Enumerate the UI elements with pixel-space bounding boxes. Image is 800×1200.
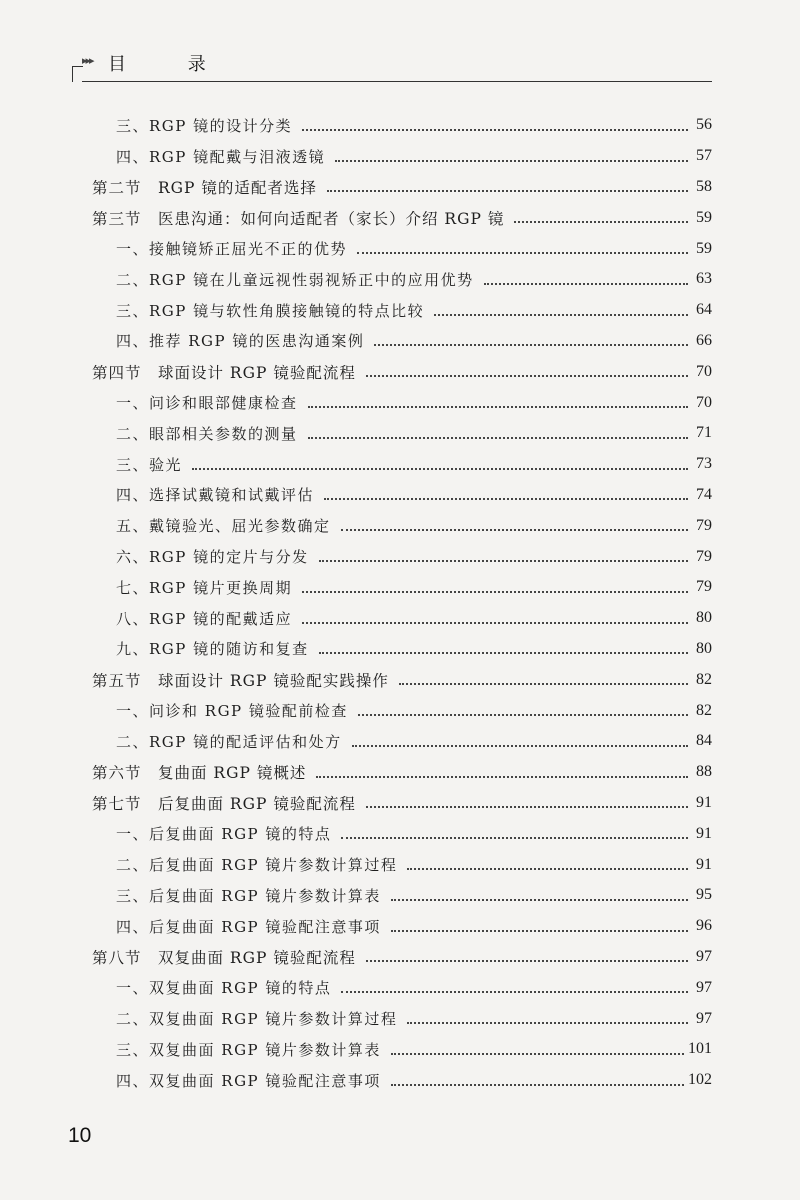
toc-entry-title: 四、RGP 镜配戴与泪液透镜: [116, 147, 326, 166]
toc-entry-title: 四、选择试戴镜和试戴评估: [116, 486, 315, 505]
toc-section-entry: [92, 664, 712, 695]
toc-entry-page: 59: [696, 208, 712, 226]
toc-entry-title: 七、RGP 镜片更换周期: [116, 578, 293, 597]
toc-entry-title: 四、推荐 RGP 镜的医患沟通案例: [116, 332, 365, 351]
toc-section-entry: [92, 788, 712, 819]
toc-entry-title: 四、后复曲面 RGP 镜验配注意事项: [116, 917, 381, 936]
toc-entry-page: 84: [696, 732, 712, 750]
toc-entry-title: 第五节 球面设计 RGP 镜验配实践操作: [92, 671, 389, 690]
toc-subsection-entry: [92, 634, 712, 665]
dot-leader: [192, 467, 688, 470]
toc-entry-title: 第七节 后复曲面 RGP 镜验配流程: [92, 794, 356, 813]
toc-entry-page: 71: [696, 424, 712, 442]
toc-subsection-entry: [92, 695, 712, 726]
toc-subsection-entry: [92, 233, 712, 264]
toc-subsection-entry: [92, 326, 712, 357]
toc-subsection-entry: [92, 880, 712, 911]
dot-leader: [302, 621, 688, 624]
toc-subsection-entry: [92, 418, 712, 449]
toc-entry-page: 64: [696, 301, 712, 319]
toc-subsection-entry: [92, 541, 712, 572]
toc-section-entry: [92, 172, 712, 203]
header-bracket-decoration: [72, 66, 83, 82]
dot-leader: [302, 590, 688, 593]
dot-leader: [391, 898, 688, 901]
dot-leader: [366, 374, 688, 377]
toc-entry-page: 58: [696, 177, 712, 195]
toc-entry-title: 三、验光: [116, 455, 183, 474]
toc-entry-page: 91: [696, 824, 712, 842]
toc-entry-page: 59: [696, 239, 712, 257]
dot-leader: [391, 929, 688, 932]
toc-entry-title: 二、双复曲面 RGP 镜片参数计算过程: [116, 1010, 398, 1028]
toc-entry-title: 二、后复曲面 RGP 镜片参数计算过程: [116, 856, 398, 875]
toc-section-entry: [92, 942, 712, 973]
toc-entry-title: 一、问诊和眼部健康检查: [116, 394, 298, 413]
dot-leader: [407, 867, 688, 870]
arrows-icon: ▸▸▸: [82, 54, 93, 67]
toc-entry-page: 91: [696, 793, 712, 811]
toc-entry-page: 63: [696, 270, 712, 288]
toc-subsection-entry: [92, 603, 712, 634]
toc-entry-title: 五、戴镜验光、屈光参数确定: [116, 517, 331, 536]
toc-entry-page: 73: [696, 455, 712, 473]
toc-subsection-entry: [92, 972, 712, 1003]
toc-entry-title: 二、RGP 镜在儿童远视性弱视矫正中的应用优势: [116, 270, 474, 289]
toc-subsection-entry: [92, 480, 712, 511]
toc-entry-page: 57: [696, 147, 712, 165]
toc-entry-title: 四、双复曲面 RGP 镜验配注意事项: [116, 1071, 381, 1090]
dot-leader: [484, 282, 688, 285]
toc-entry-title: 一、后复曲面 RGP 镜的特点: [116, 825, 332, 844]
toc-subsection-entry: [92, 449, 712, 480]
toc-subsection-entry: [92, 726, 712, 757]
toc-entry-title: 二、眼部相关参数的测量: [116, 424, 298, 443]
toc-entry-title: 三、双复曲面 RGP 镜片参数计算表: [116, 1040, 381, 1059]
dot-leader: [514, 220, 688, 223]
dot-leader: [407, 1021, 688, 1024]
toc-section-entry: [92, 356, 712, 387]
toc-entry-title: 三、后复曲面 RGP 镜片参数计算表: [116, 886, 381, 905]
dot-leader: [374, 343, 688, 346]
dot-leader: [327, 189, 688, 192]
toc-entry-page: 74: [696, 485, 712, 503]
dot-leader: [341, 836, 688, 839]
toc-entry-page: 97: [696, 1009, 712, 1027]
toc-entry-page: 70: [696, 393, 712, 411]
dot-leader: [391, 1083, 684, 1086]
toc-entry-page: 79: [696, 578, 712, 596]
toc-entry-title: 第六节 复曲面 RGP 镜概述: [92, 764, 307, 783]
toc-subsection-entry: [92, 818, 712, 849]
toc-subsection-entry: [92, 572, 712, 603]
toc-entry-page: 70: [696, 362, 712, 380]
toc-section-entry: [92, 202, 712, 233]
toc-section-entry: [92, 757, 712, 788]
toc-entry-page: 91: [696, 855, 712, 873]
toc-subsection-entry: [92, 849, 712, 880]
toc-entry-page: 82: [696, 701, 712, 719]
toc-entry-title: 三、RGP 镜与软性角膜接触镜的特点比较: [116, 301, 425, 320]
toc-entry-title: 九、RGP 镜的随访和复查: [116, 640, 309, 659]
page-header: [72, 44, 712, 82]
toc-subsection-entry: [92, 141, 712, 172]
dot-leader: [302, 128, 688, 131]
dot-leader: [366, 959, 688, 962]
toc-entry-title: 六、RGP 镜的定片与分发: [116, 548, 309, 567]
toc-entry-title: 三、RGP 镜的设计分类: [116, 116, 293, 135]
dot-leader: [316, 775, 688, 778]
toc-entry-page: 66: [696, 331, 712, 349]
dot-leader: [319, 651, 688, 654]
table-of-contents: [92, 110, 712, 1096]
toc-entry-title: 一、双复曲面 RGP 镜的特点: [116, 979, 332, 998]
toc-entry-page: 97: [696, 947, 712, 965]
toc-subsection-entry: [92, 1003, 712, 1034]
toc-subsection-entry: [92, 264, 712, 295]
dot-leader: [341, 528, 688, 531]
dot-leader: [341, 990, 688, 993]
toc-entry-page: 56: [696, 116, 712, 134]
toc-entry-title: 二、RGP 镜的配适评估和处方: [116, 732, 342, 751]
dot-leader: [434, 313, 688, 316]
dot-leader: [391, 1052, 684, 1055]
dot-leader: [308, 436, 688, 439]
page-title: 目 录: [108, 54, 234, 75]
dot-leader: [308, 405, 688, 408]
toc-entry-page: 88: [696, 763, 712, 781]
toc-entry-page: 97: [696, 978, 712, 996]
toc-entry-title: 八、RGP 镜的配戴适应: [116, 609, 293, 628]
page-number: 10: [68, 1124, 92, 1147]
toc-entry-page: 95: [696, 886, 712, 904]
toc-subsection-entry: [92, 1034, 712, 1065]
toc-entry-page: 80: [696, 609, 712, 627]
dot-leader: [399, 682, 688, 685]
toc-entry-title: 第三节 医患沟通：如何向适配者（家长）介绍 RGP 镜: [92, 209, 505, 228]
toc-entry-title: 一、问诊和 RGP 镜验配前检查: [116, 702, 348, 721]
header-rule: [82, 81, 712, 82]
toc-entry-page: 96: [696, 917, 712, 935]
dot-leader: [319, 559, 688, 562]
toc-subsection-entry: [92, 387, 712, 418]
toc-subsection-entry: [92, 110, 712, 141]
dot-leader: [324, 497, 688, 500]
toc-entry-page: 79: [696, 516, 712, 534]
dot-leader: [358, 713, 688, 716]
dot-leader: [357, 251, 688, 254]
toc-entry-page: 102: [688, 1071, 712, 1089]
toc-entry-title: 第二节 RGP 镜的适配者选择: [92, 178, 317, 197]
toc-entry-title: 第四节 球面设计 RGP 镜验配流程: [92, 363, 356, 382]
dot-leader: [335, 159, 688, 162]
dot-leader: [352, 744, 688, 747]
toc-entry-page: 79: [696, 547, 712, 565]
toc-entry-title: 第八节 双复曲面 RGP 镜验配流程: [92, 948, 356, 967]
toc-entry-page: 101: [688, 1040, 712, 1058]
toc-entry-page: 80: [696, 639, 712, 657]
toc-subsection-entry: [92, 911, 712, 942]
toc-entry-title: 一、接触镜矫正屈光不正的优势: [116, 240, 348, 259]
toc-subsection-entry: [92, 295, 712, 326]
toc-subsection-entry: [92, 1065, 712, 1096]
toc-subsection-entry: [92, 510, 712, 541]
toc-entry-page: 82: [696, 670, 712, 688]
dot-leader: [366, 805, 688, 808]
